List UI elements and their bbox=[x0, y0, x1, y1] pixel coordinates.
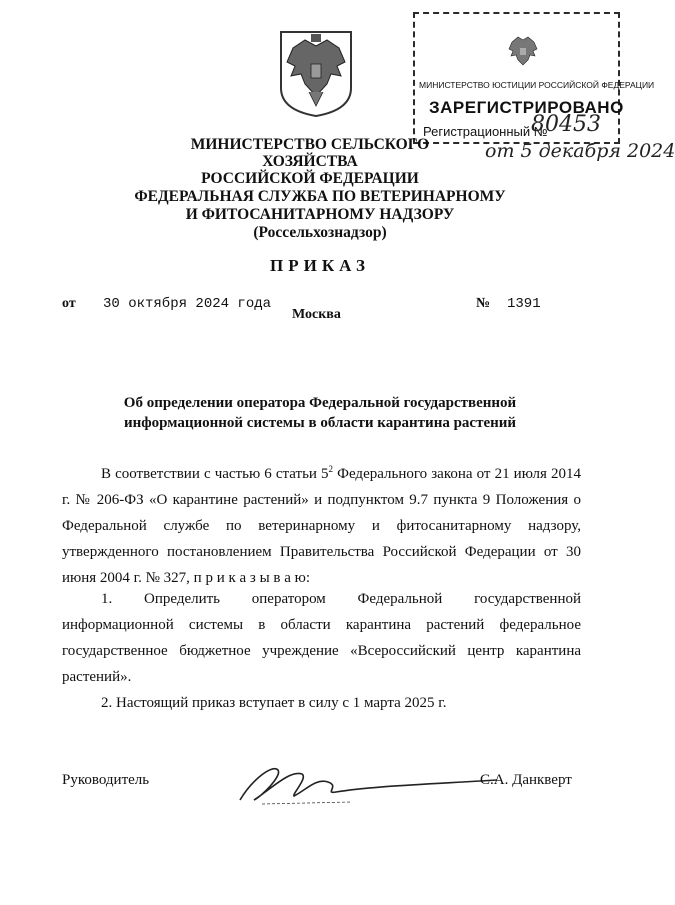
preamble-part2: Федерального закона от 21 июля 2014 г. № 206-ФЗ «О карантине растений» и подпунктом 9.7 пункта 9 Положения о Федеральной службе по ветеринарному и фитосанитарному надзору, утвержденного постановлением Правительства Российской Федерации от 30 июня 2004 г. № 327, п р и к а з ы в а ю: bbox=[62, 466, 582, 586]
service-title bbox=[0, 188, 640, 242]
service-line2: И ФИТОСАНИТАРНОМУ НАДЗОРУ bbox=[185, 206, 455, 223]
stamp-emblem-icon bbox=[505, 34, 541, 74]
ministry-line2: РОССИЙСКОЙ ФЕДЕРАЦИИ bbox=[201, 170, 419, 187]
subject-line2: информационной системы в области карантина растений bbox=[123, 415, 517, 431]
handwritten-signature bbox=[232, 760, 502, 810]
order-number: 1391 bbox=[507, 296, 541, 312]
order-title: ПРИКАЗ bbox=[270, 256, 370, 275]
signatory-name: С.А. Данкверт bbox=[480, 772, 572, 788]
preamble-superscript: 2 bbox=[328, 464, 334, 474]
paragraph-item-2: 2. Настоящий приказ вступает в силу с 1 марта 2025 г. bbox=[101, 695, 447, 711]
signatory-title: Руководитель bbox=[62, 772, 150, 788]
stamp-reg-label: Регистрационный № bbox=[423, 124, 548, 139]
preamble-part1: В соответствии с частью 6 статьи 5 bbox=[101, 466, 329, 482]
stamp-reg-date-prefix: от bbox=[485, 140, 515, 162]
ministry-title bbox=[165, 136, 455, 187]
subject-line1: Об определении оператора Федеральной государственной bbox=[123, 395, 517, 411]
paragraph-preamble bbox=[62, 456, 581, 591]
order-date: 30 октября 2024 года bbox=[103, 296, 272, 312]
order-subject bbox=[0, 393, 640, 433]
city: Москва bbox=[292, 307, 341, 322]
stamp-reg-number: 80453 bbox=[531, 112, 601, 137]
date-label: от bbox=[62, 296, 76, 311]
stamp-reg-date-value: 5 декабря 2024 bbox=[520, 140, 675, 162]
number-label: № bbox=[476, 296, 491, 311]
stamp-registered: ЗАРЕГИСТРИРОВАНО bbox=[429, 98, 624, 117]
coat-of-arms-emblem bbox=[275, 26, 357, 118]
service-line1: ФЕДЕРАЛЬНАЯ СЛУЖБА ПО ВЕТЕРИНАРНОМУ bbox=[134, 188, 506, 205]
service-short: (Россельхознадзор) bbox=[253, 224, 387, 241]
stamp-reg-date bbox=[485, 140, 675, 162]
paragraph-item-1: 1. Определить оператором Федеральной государственной информационной системы в области карантина растений федеральное государственное бюджетное учреждение «Всероссийский центр карантина растений». bbox=[62, 591, 581, 685]
stamp-ministry: МИНИСТЕРСТВО ЮСТИЦИИ РОССИЙСКОЙ ФЕДЕРАЦИИ bbox=[419, 80, 655, 90]
ministry-line1: МИНИСТЕРСТВО СЕЛЬСКОГО ХОЗЯЙСТВА bbox=[190, 136, 430, 170]
